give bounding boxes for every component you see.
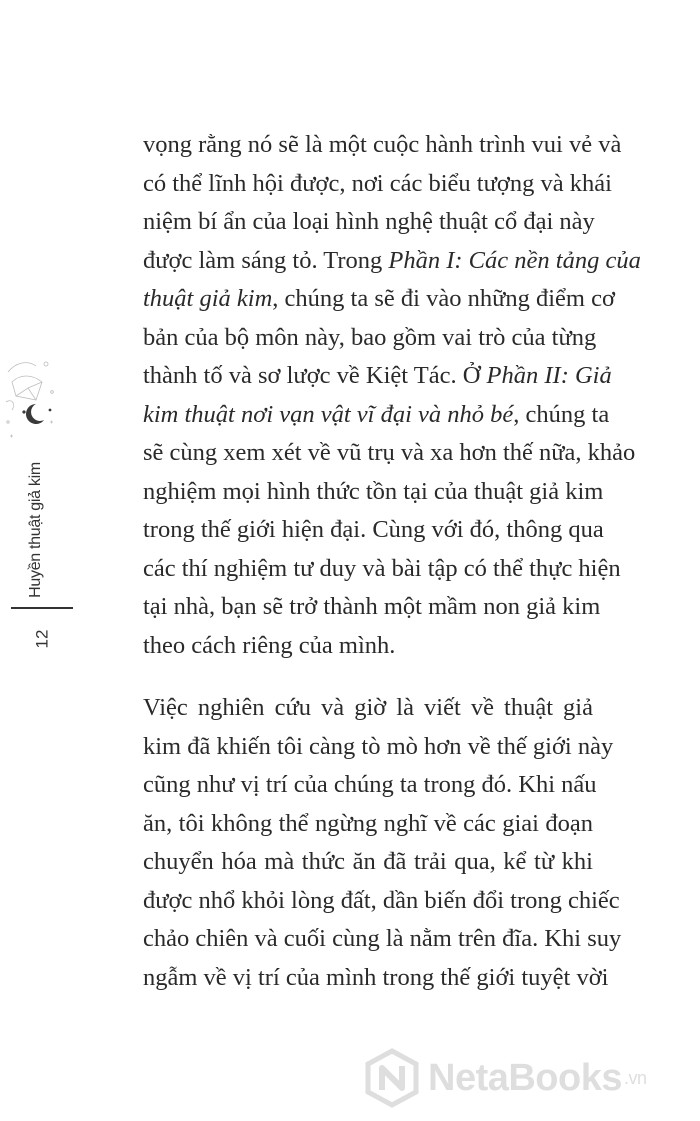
n-hexagon-logo-icon — [362, 1048, 422, 1108]
italic-part-title: Phần I: Các nền tảng của — [388, 246, 641, 274]
paragraph-2 — [143, 689, 622, 997]
text-line: kim đã khiến tôi càng tò mò hơn về thế giới này — [143, 732, 614, 760]
italic-part-title: Phần II: Giả — [486, 362, 612, 389]
text-line — [143, 280, 615, 319]
body-text — [143, 126, 641, 997]
text-line — [143, 242, 641, 281]
text-fragment: , chúng ta sẽ đi vào những điểm cơ — [272, 285, 615, 312]
text-line: vọng rằng nó sẽ là một cuộc hành trình vui vẻ và — [143, 131, 622, 158]
watermark-brand: NetaBooks — [428, 1056, 622, 1099]
text-fragment: Việc nghiên cứu và giờ là viết về thuật giả — [143, 694, 593, 721]
running-title-text: Huyền thuật giả kim — [27, 462, 44, 598]
text-line: nghiệm mọi hình thức tồn tại của thuật giả kim — [143, 477, 604, 505]
page-number-text: 12 — [31, 629, 51, 649]
text-line: sẽ cùng xem xét về vũ trụ và xa hơn thế nữa, khảo — [143, 439, 636, 466]
text-fragment: được làm sáng tỏ. Trong — [143, 246, 389, 274]
text-line: chuyển hóa mà thức ăn đã trải qua, kể từ khi — [143, 848, 593, 875]
text-line: chảo chiên và cuối cùng là nằm trên đĩa. Khi suy — [143, 925, 622, 952]
text-fragment: , chúng ta — [513, 400, 610, 428]
text-line: tại nhà, bạn sẽ trở thành một mầm non giả kim — [143, 593, 601, 620]
watermark-suffix: .vn — [624, 1067, 647, 1088]
text-line: có thể lĩnh hội được, nơi các biểu tượng và khái — [143, 169, 612, 197]
text-line: theo cách riêng của mình. — [143, 631, 396, 659]
text-fragment: thành tố và sơ lược về Kiệt Tác. Ở — [143, 362, 487, 389]
text-line: được nhổ khỏi lòng đất, dần biến đổi trong chiếc — [143, 886, 620, 914]
text-line: trong thế giới hiện đại. Cùng với đó, thông qua — [143, 516, 604, 543]
italic-part-title: kim thuật nơi vạn vật vĩ đại và nhỏ bé — [143, 400, 514, 428]
text-line: bản của bộ môn này, bao gồm vai trò của từng — [143, 323, 597, 351]
italic-part-title: thuật giả kim — [143, 285, 273, 312]
watermark — [362, 1045, 692, 1111]
paragraph-1 — [143, 126, 641, 665]
page-number — [22, 622, 62, 656]
text-line: ngẫm về vị trí của mình trong thế giới tuyệt vời — [143, 963, 609, 991]
moon-ornament-icon — [2, 352, 62, 448]
text-line — [143, 357, 612, 396]
text-line: các thí nghiệm tư duy và bài tập có thể thực hiện — [143, 554, 621, 582]
text-line: niệm bí ẩn của loại hình nghệ thuật cổ đại này — [143, 208, 595, 235]
running-title — [16, 462, 56, 598]
text-line — [143, 689, 593, 728]
text-line: ăn, tôi không thể ngừng nghĩ về các giai đoạn — [143, 809, 593, 837]
side-divider — [11, 607, 73, 609]
text-line: cũng như vị trí của chúng ta trong đó. Khi nấu — [143, 771, 597, 798]
text-line — [143, 396, 610, 435]
